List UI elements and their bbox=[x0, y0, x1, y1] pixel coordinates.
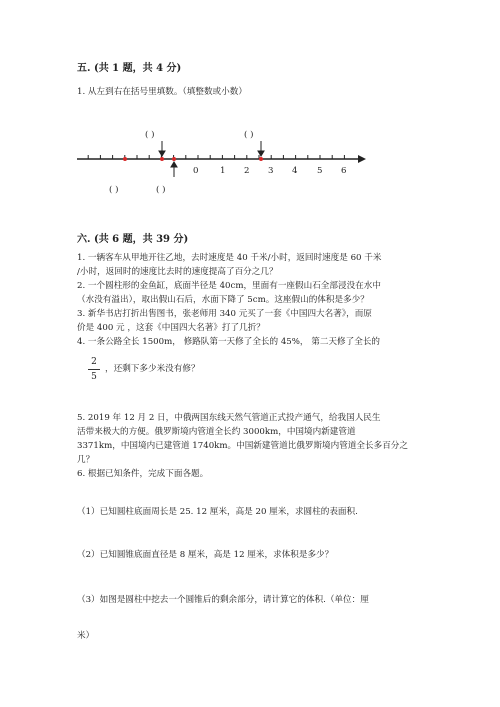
question-6-2: 2. 一个圆柱形的金鱼缸，底面半径是 40cm，里面有一座假山石全部浸没在水中 bbox=[77, 281, 381, 291]
question-6-3: 3. 新华书店打折出售图书，张老师用 340 元买了一套《中国四大名著》，而原 bbox=[77, 309, 372, 319]
answer-bracket-top[interactable]: ( ) bbox=[244, 130, 254, 140]
section-6-title: 六. (共 6 题，共 39 分) bbox=[77, 234, 189, 245]
tick-label: 4 bbox=[292, 166, 298, 176]
question-6-6-3: （3）如图是圆柱中挖去一个圆锥后的剩余部分，请计算它的体积.（单位：厘 bbox=[77, 595, 369, 605]
question-6-6-1: （1）已知圆柱底面周长是 25. 12 厘米，高是 20 厘米，求圆柱的表面积. bbox=[77, 507, 358, 517]
fraction-numerator: 2 bbox=[91, 357, 97, 367]
question-6-5: 5. 2019 年 12 月 2 日，中俄两国东线天然气管道正式投产通气，给我国人民生 bbox=[77, 413, 381, 423]
question-6-6-3-cont: 米） bbox=[77, 631, 95, 641]
answer-bracket-bottom[interactable]: ( ) bbox=[109, 185, 119, 195]
tick-label: 5 bbox=[317, 166, 323, 176]
tick-label: 0 bbox=[193, 166, 199, 176]
question-6-6: 6. 根据已知条件，完成下面各题。 bbox=[77, 469, 209, 479]
question-5-1: 1. 从左到右在括号里填数。（填整数或小数） bbox=[77, 87, 247, 97]
question-6-1: 1. 一辆客车从甲地开往乙地，去时速度是 40 千米/小时，返回时速度是 60 千米 bbox=[77, 253, 382, 263]
question-6-4: 4. 一条公路全长 1500m， 修路队第一天修了全长的 45%， 第二天修了全长的 bbox=[77, 337, 381, 347]
point-marker bbox=[259, 157, 263, 161]
point-marker bbox=[160, 157, 164, 161]
question-6-3-cont: 价是 400 元 ，这套《中国四大名著》打了几折？ bbox=[77, 323, 265, 333]
point-marker bbox=[123, 157, 127, 161]
section-5-title: 五. (共 1 题，共 4 分) bbox=[77, 63, 182, 74]
question-6-5-cont1: 活带来极大的方便。俄罗斯境内管道全长约 3000km，中国境内新建管道 bbox=[77, 427, 356, 437]
fraction-denominator: 5 bbox=[91, 372, 97, 382]
tick-label: 2 bbox=[244, 166, 250, 176]
question-6-6-2: （2）已知圆锥底面直径是 8 厘米，高是 12 厘米，求体积是多少？ bbox=[77, 550, 334, 560]
tick-label: 1 bbox=[220, 166, 226, 176]
question-6-5-cont3: 几？ bbox=[77, 455, 95, 465]
point-marker bbox=[172, 157, 176, 161]
fraction-two-fifths bbox=[88, 357, 100, 382]
question-6-2-cont: （水没有溢出），取出假山石后，水面下降了 5cm。这座假山的体积是多少？ bbox=[77, 295, 369, 305]
question-6-4-cont: ，还剩下多少米没有修？ bbox=[105, 364, 200, 374]
answer-bracket-bottom[interactable]: ( ) bbox=[156, 185, 166, 195]
question-6-1-cont: /小时，返回时的速度比去时的速度提高了百分之几？ bbox=[77, 267, 278, 277]
answer-bracket-top[interactable]: ( ) bbox=[145, 130, 155, 140]
tick-label: 6 bbox=[341, 166, 347, 176]
question-6-5-cont2: 3371km，中国境内已建管道 1740km。中国新建管道比俄罗斯境内管道全长多百分之 bbox=[77, 441, 408, 451]
arrow-head-icon bbox=[358, 155, 366, 163]
tick-label: 3 bbox=[268, 166, 274, 176]
